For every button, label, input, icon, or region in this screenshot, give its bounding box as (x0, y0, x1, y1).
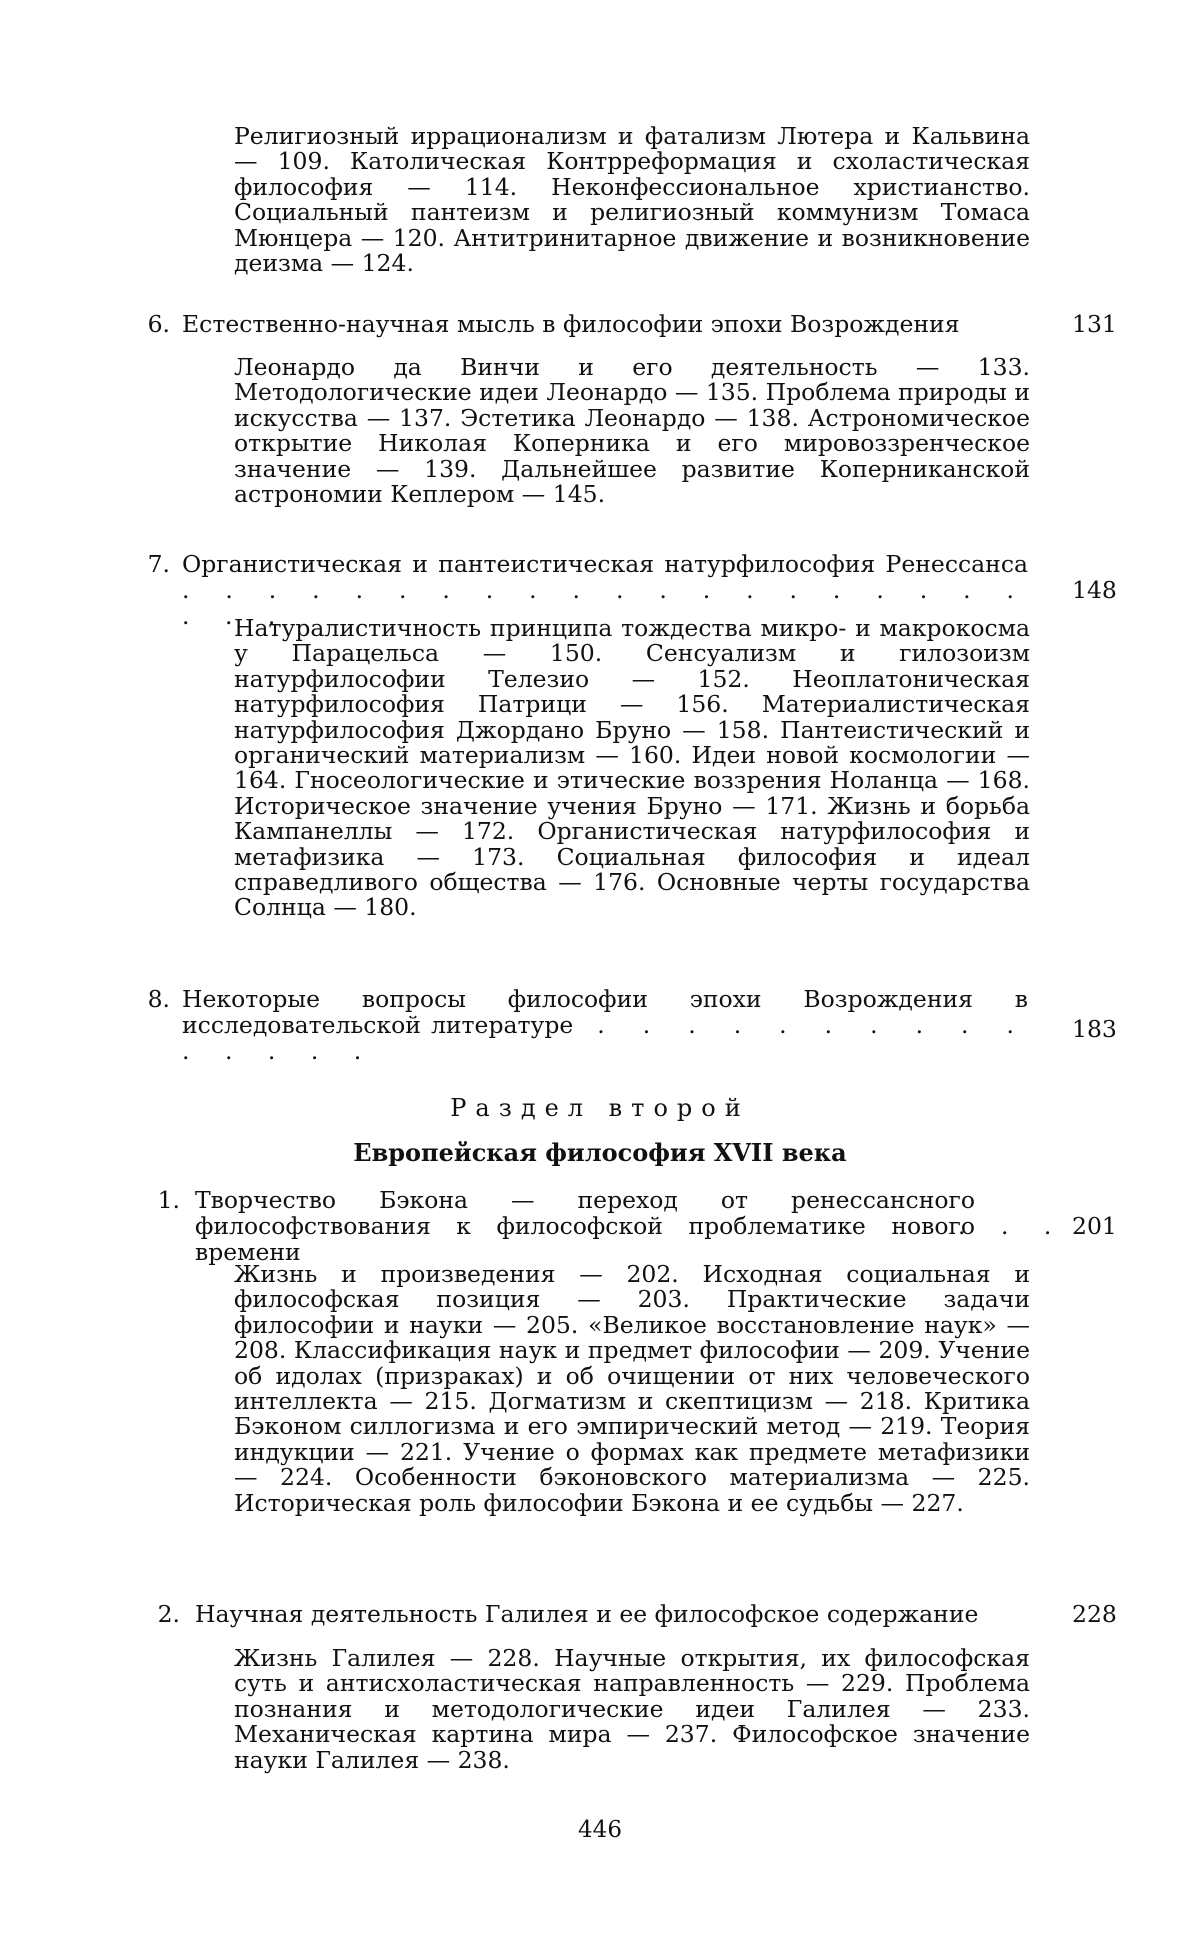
detail-paragraph: Жизнь Галилея — 228. Научные открытия, их философская суть и антисхоластическая направленность — 229. Проблема познания и методологические идеи Галилея — 233. Механическая картина мира — 237. Философское значение науки Галилея — 238. (234, 1644, 1030, 1774)
entry-title (182, 986, 1028, 1064)
entry-number: 6. (147, 310, 170, 338)
entry-page-number: 201 (1072, 1212, 1117, 1240)
entry-title: Творчество Бэкона — переход от ренессансного философствования к философской проблематике нового времени (195, 1186, 975, 1266)
detail-paragraph: Религиозный иррационализм и фатализм Лютера и Кальвина — 109. Католическая Контрреформация и схоластическая философия — 114. Неконфессиональное христианство. Социальный пантеизм и религиозный коммунизм Томаса Мюнцера — 120. Антитринитарное движение и возникновение деизма — 124. (234, 122, 1030, 278)
detail-paragraph: Натуралистичность принципа тождества микро- и макрокосма у Парацельса — 150. Сенсуализм и гилозоизм натурфилософии Телезио — 152. Неоплатоническая натурфилософия Патрици — 156. Материалистическая натурфилософия Джордано Бруно — 158. Пантеистический и органический материализм — 160. Идеи новой космологии — 164. Гносеологические и этические воззрения Ноланца — 168. Историческое значение учения Бруно — 171. Жизнь и борьба Кампанеллы — 172. Органистическая натурфилософия и метафизика — 173. Социальная философия и идеал справедливого общества — 176. Основные черты государства Солнца — 180. (234, 614, 1030, 922)
section-title: Европейская философия XVII века (353, 1138, 847, 1167)
entry-number: 1. (157, 1186, 180, 1214)
entry-page-number: 148 (1072, 576, 1117, 604)
detail-paragraph: Жизнь и произведения — 202. Исходная социальная и философская позиция — 203. Практические задачи философии и науки — 205. «Великое восстановление наук» — 208. Классификация наук и предмет философии — 209. Учение об идолах (призраках) и об очищении от них человеческого интеллекта — 215. Догматизм и скептицизм — 218. Критика Бэконом силлогизма и его эмпирический метод — 219. Теория индукции — 221. Учение о формах как предмете метафизики — 224. Особенности бэконовского материализма — 225. Историческая роль философии Бэкона и ее судьбы — 227. (234, 1260, 1030, 1517)
entry-title-text: Некоторые вопросы философии эпохи Возрождения в исследовательской литературе (182, 985, 1028, 1039)
entry-number: 7. (147, 550, 170, 578)
entry-title: Научная деятельность Галилея и ее философское содержание (195, 1600, 979, 1628)
entry-number: 2. (157, 1600, 180, 1628)
entry-page-number: 183 (1072, 1015, 1117, 1043)
page-number: 446 (578, 1817, 622, 1843)
entry-title-text: Органистическая и пантеистическая натурфилософия Ренессанса (182, 550, 1028, 578)
entry-title: Естественно-научная мысль в философии эпохи Возрождения (182, 310, 960, 338)
entry-number: 8. (147, 985, 170, 1013)
detail-paragraph: Леонардо да Винчи и его деятельность — 133. Методологические идеи Леонардо — 135. Проблема природы и искусства — 137. Эстетика Леонардо — 138. Астрономическое открытие Николая Коперника и его мировоззренческое значение — 139. Дальнейшее развитие Коперниканской астрономии Кеплером — 145. (234, 353, 1030, 509)
entry-page-number: 228 (1072, 1600, 1117, 1628)
section-label: Раздел второй (450, 1094, 750, 1122)
dot-leader: . . . . . . . . . . . . . . . (182, 1011, 1028, 1065)
dot-leader: . . . (958, 1212, 1066, 1240)
entry-page-number: 131 (1072, 310, 1117, 338)
dot-leader: . . . . . . . . . . . . . . . . . . . . . . . (182, 576, 1028, 630)
